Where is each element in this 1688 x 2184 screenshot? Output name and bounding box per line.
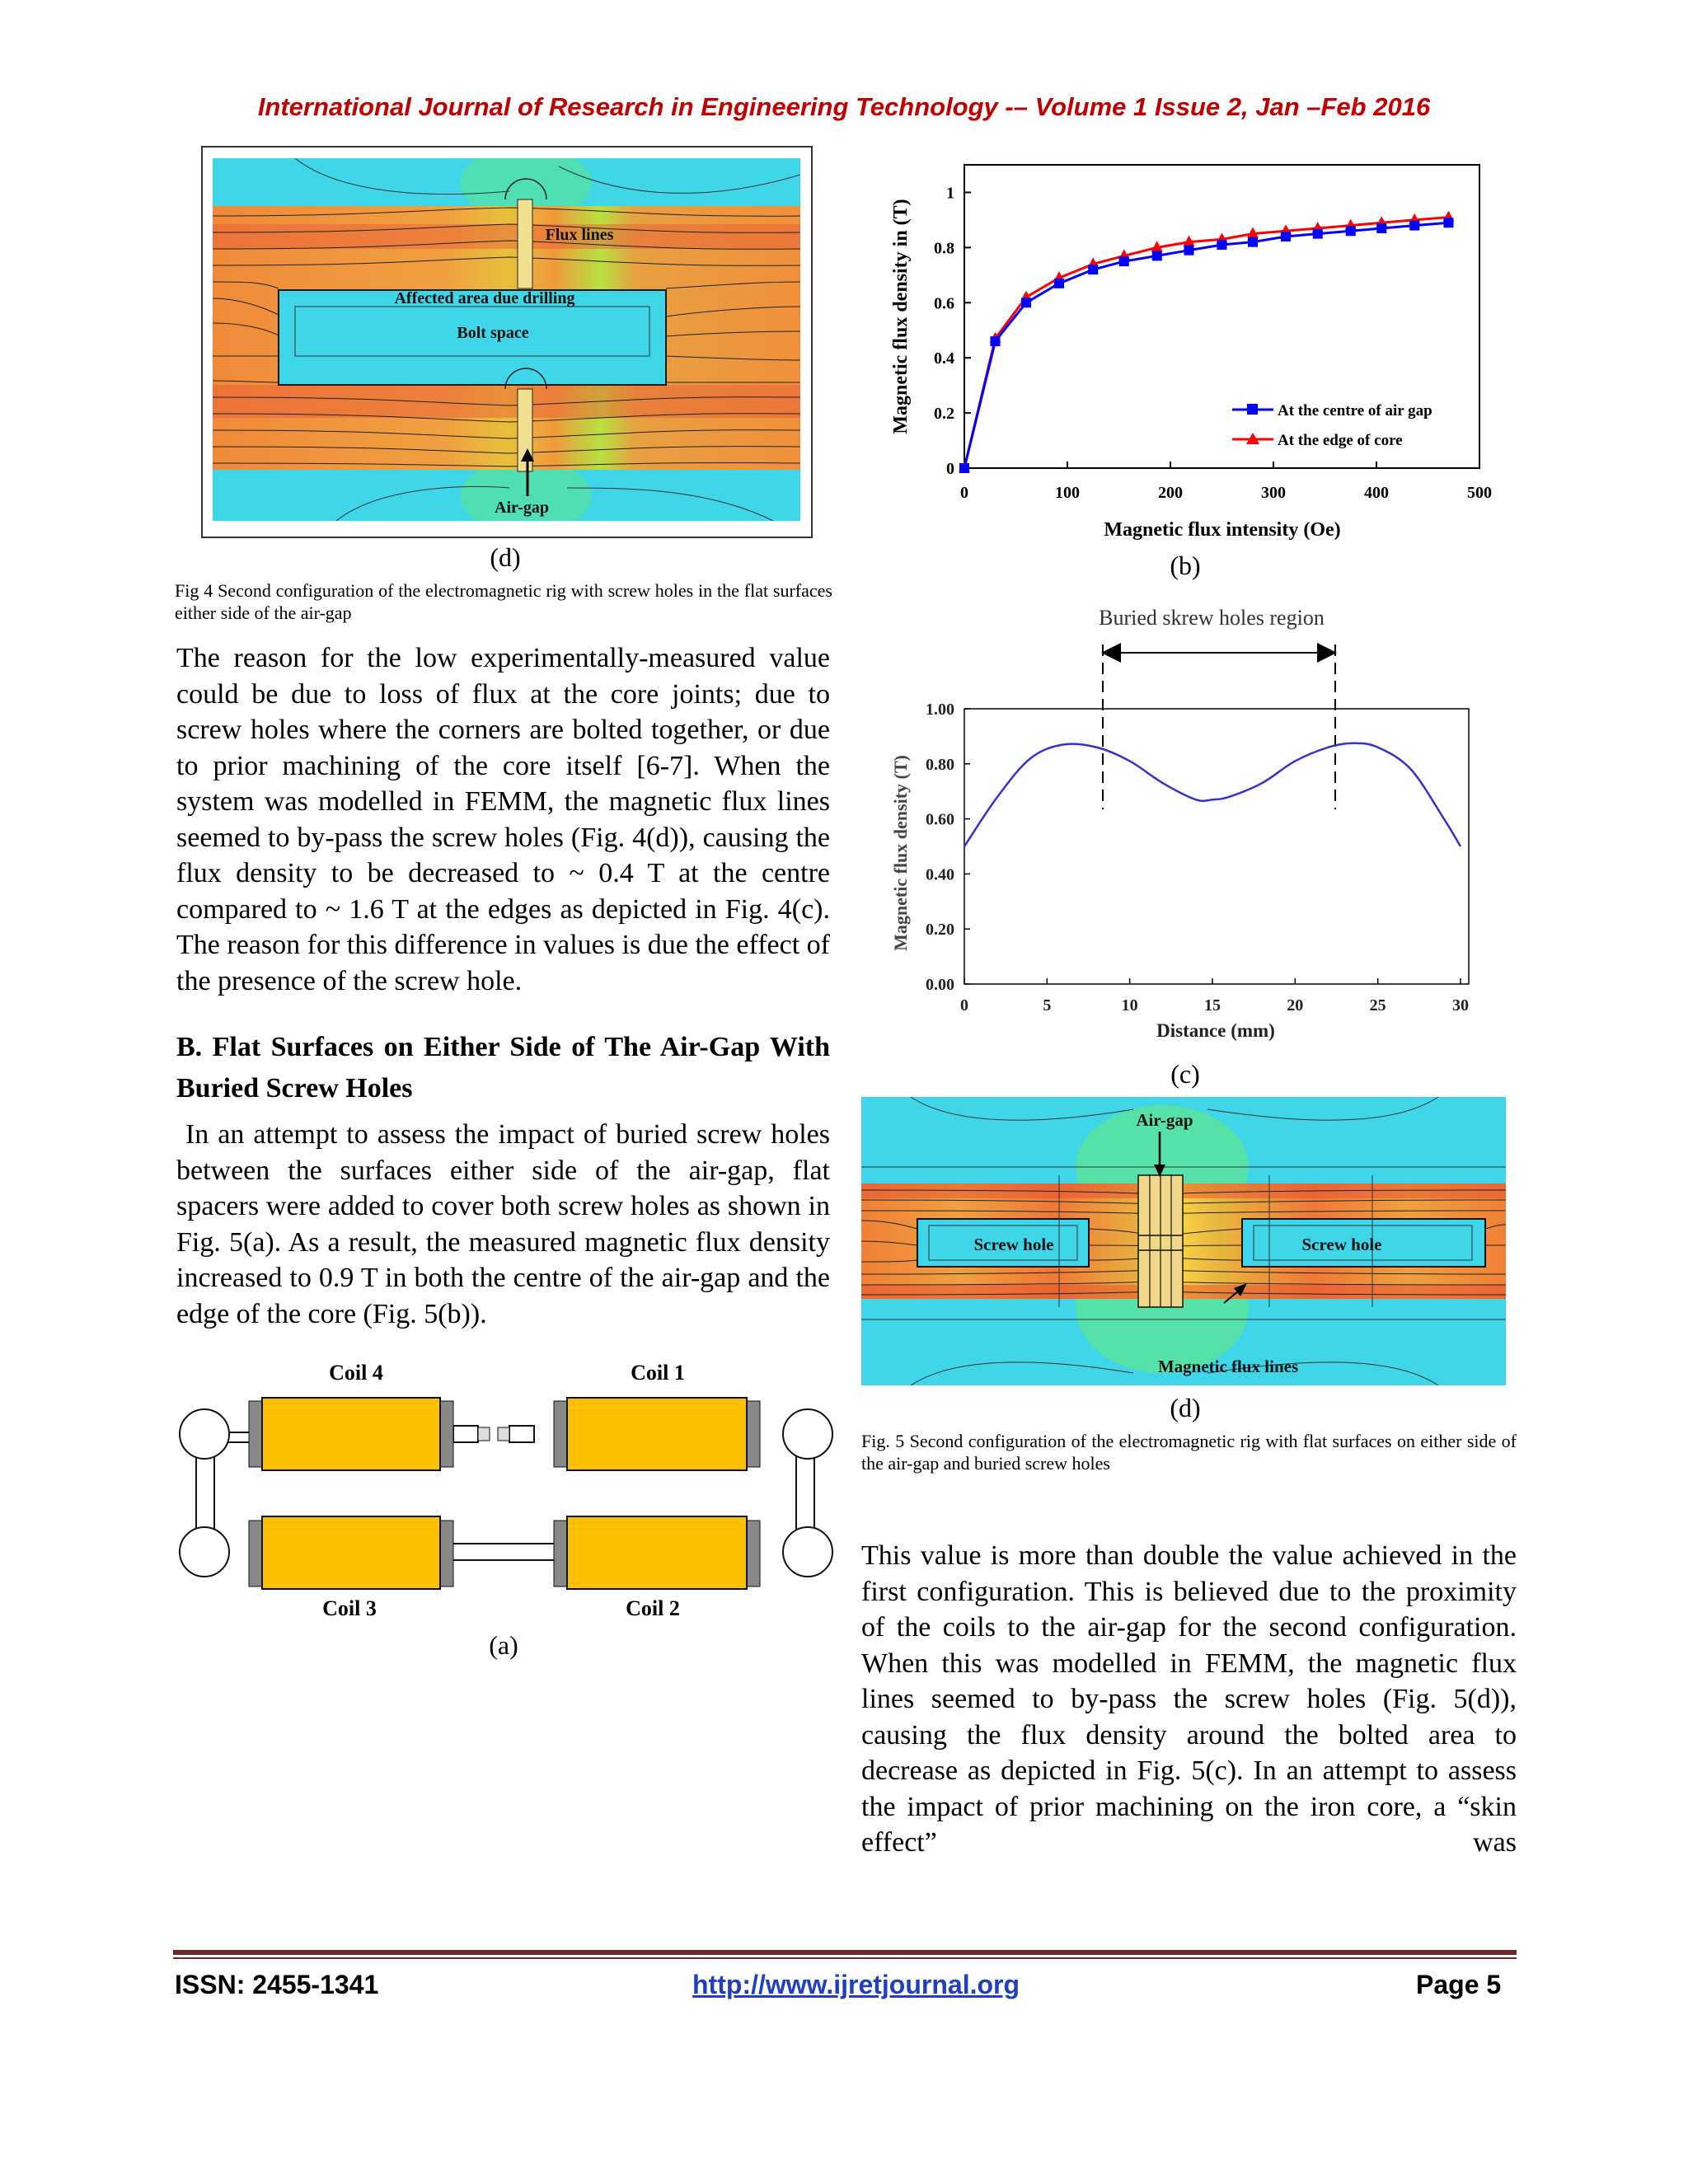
fig5b-xtick-label: 200 (1158, 484, 1183, 502)
fig5c-ytick-label: 0.40 (926, 865, 954, 884)
fig5c-xtick-label: 5 (1043, 996, 1052, 1015)
fig5b-label: (b) (1170, 551, 1201, 580)
fig5b-ytick-label: 0.8 (934, 239, 954, 258)
fig5b-ytick-label: 1 (946, 184, 954, 203)
fig5b-point (1248, 237, 1258, 247)
coil1-label: Coil 1 (631, 1361, 685, 1385)
fig5b-xtick-label: 300 (1261, 484, 1286, 502)
footer-rule (173, 1950, 1517, 1955)
fig5b-point (1184, 246, 1194, 255)
fig5b-point (1088, 265, 1098, 274)
fig5c-xtick-label: 0 (960, 996, 968, 1015)
fig5b-xlabel: Magnetic flux intensity (Oe) (1104, 519, 1341, 541)
fig5c-label: (c) (1170, 1059, 1200, 1089)
fig4d-label-airgap: Air-gap (495, 499, 549, 517)
fig4d-label: (d) (490, 542, 521, 572)
fig5c-annotation: Buried skrew holes region (1099, 606, 1325, 630)
fig5b-chart (882, 157, 1500, 552)
fig4d-image (213, 158, 800, 521)
fig5b-point (1054, 279, 1064, 288)
fig5b-point (1281, 232, 1291, 241)
footer-page: Page 5 (1416, 1970, 1502, 1999)
fig5c-chart (882, 635, 1500, 1063)
journal-header: International Journal of Research in Engineering Technology -– Volume 1 Issue 2, Jan –Feb 2016 (257, 92, 1431, 121)
fig5b-ytick-label: 0.2 (934, 405, 954, 424)
fig5c-xtick-label: 20 (1287, 996, 1304, 1015)
fig5c-ytick-label: 1.00 (926, 701, 954, 719)
fig5b-point (1346, 226, 1356, 236)
fig5b-legend-edge: At the edge of core (1278, 432, 1403, 449)
fig5b-point (1021, 298, 1031, 307)
fig4d-label-bolt: Bolt space (457, 324, 529, 342)
fig5c-ylabel: Magnetic flux density (T) (890, 755, 911, 951)
fig5c-ytick-label: 0.80 (926, 755, 954, 774)
fig5b-ylabel: Magnetic flux density in (T) (890, 199, 912, 434)
fig5b-point (1444, 218, 1454, 227)
fig5c-series-line-0 (964, 743, 1461, 846)
fig5c-ytick-label: 0.20 (926, 921, 954, 940)
fig5b-xtick-label: 0 (960, 484, 968, 502)
fig5b-point (1119, 256, 1129, 266)
fig5b-ytick-label: 0.6 (934, 294, 954, 313)
fig5d-label-hole-right: Screw hole (1301, 1235, 1382, 1254)
fig5b-point (1313, 229, 1323, 239)
fig5d-label-airgap: Air-gap (1136, 1110, 1193, 1130)
fig5b-ytick-label: 0 (946, 460, 954, 478)
fig5c-xtick-label: 30 (1451, 996, 1469, 1015)
fig5b-point (1152, 251, 1162, 260)
coil3-label: Coil 3 (322, 1596, 377, 1620)
fig5c-xlabel: Distance (mm) (1156, 1020, 1275, 1041)
fig5d-image (861, 1097, 1506, 1385)
fig4d-label-flux-lines: Flux lines (545, 226, 614, 244)
section-heading-b: B. Flat Surfaces on Either Side of The Air-Gap With Buried Screw Holes (176, 1032, 830, 1104)
fig4d-label-affected: Affected area due drilling (394, 289, 575, 307)
fig5b-legend-centre: At the centre of air gap (1278, 402, 1432, 419)
fig5b-plot-area (964, 165, 1479, 468)
fig5b-point (1376, 223, 1386, 233)
footer-url-link[interactable]: http://www.ijretjournal.org (692, 1970, 1020, 1999)
fig5b-point (959, 463, 969, 473)
fig5-caption: Fig. 5 Second configuration of the electromagnetic rig with flat surfaces on either side of the air-gap and buried screw holes (861, 1431, 1517, 1474)
fig5b-point (991, 336, 1001, 346)
fig5d-label-flux: Magnetic flux lines (1157, 1357, 1299, 1376)
right-paragraph: This value is more than double the value achieved in the first configuration. This is believed due to the proximity of the coils to the air-gap for the second configuration. When this was modelled in FEMM, the magnetic flux lines seemed to by-pass the screw holes (Fig. 5(d)), causing the flux density around the bolted area to decrease as depicted in Fig. 5(c). In an attempt to assess the impact of prior machining on the iron core, a “skin effect” was (861, 1540, 1517, 1858)
footer-rule-thin (173, 1957, 1517, 1959)
fig5b-ytick-label: 0.4 (934, 349, 954, 368)
fig5b-xtick-label: 500 (1467, 484, 1492, 502)
coil4-label: Coil 4 (329, 1361, 383, 1385)
coil2-label: Coil 2 (626, 1596, 680, 1620)
fig5d-label-hole-left: Screw hole (973, 1235, 1054, 1254)
footer-issn: ISSN: 2455-1341 (175, 1970, 379, 1999)
fig5a-label: (a) (489, 1630, 518, 1660)
fig5c-xtick-label: 25 (1369, 996, 1386, 1015)
fig5c-xtick-label: 15 (1203, 996, 1221, 1015)
fig5d-label: (d) (1170, 1393, 1201, 1422)
fig5c-ytick-label: 0.60 (926, 810, 954, 829)
fig4-caption: Fig 4 Second configuration of the electromagnetic rig with screw holes in the flat surfaces either side of the air-gap (175, 580, 832, 623)
fig5c-xtick-label: 10 (1121, 996, 1138, 1015)
footer-url-wrap (692, 1970, 1020, 2000)
fig5b-xtick-label: 400 (1364, 484, 1389, 502)
fig5c-plot-area (964, 709, 1469, 984)
fig5c-ytick-label: 0.00 (926, 976, 954, 994)
left-paragraph-2: In an attempt to assess the impact of buried screw holes between the surfaces either side of the air-gap, flat spacers were added to cover both screw holes as shown in Fig. 5(a). As a result, the measured magnetic flux density increased to 0.9 T in both the centre of the air-gap and the edge of the core (Fig. 5(b)). (176, 1119, 837, 1329)
fig5b-point (1409, 221, 1419, 231)
fig5b-point (1217, 240, 1227, 250)
left-paragraph-1: The reason for the low experimentally-measured value could be due to loss of flux at the core joints; due to screw holes where the corners are bolted together, or due to prior machining of the core itself [6-7]. When the system was modelled in FEMM, the magnetic flux lines seemed to by-pass the screw holes (Fig. 4(d)), causing the flux density to be decreased to ~ 0.4 T at the centre compared to ~ 1.6 T at the edges as depicted in Fig. 4(c). The reason for this difference in values is due the effect of the presence of the screw hole. (176, 643, 830, 996)
fig5b-xtick-label: 100 (1055, 484, 1080, 502)
fig5a-schematic (173, 1352, 845, 1624)
